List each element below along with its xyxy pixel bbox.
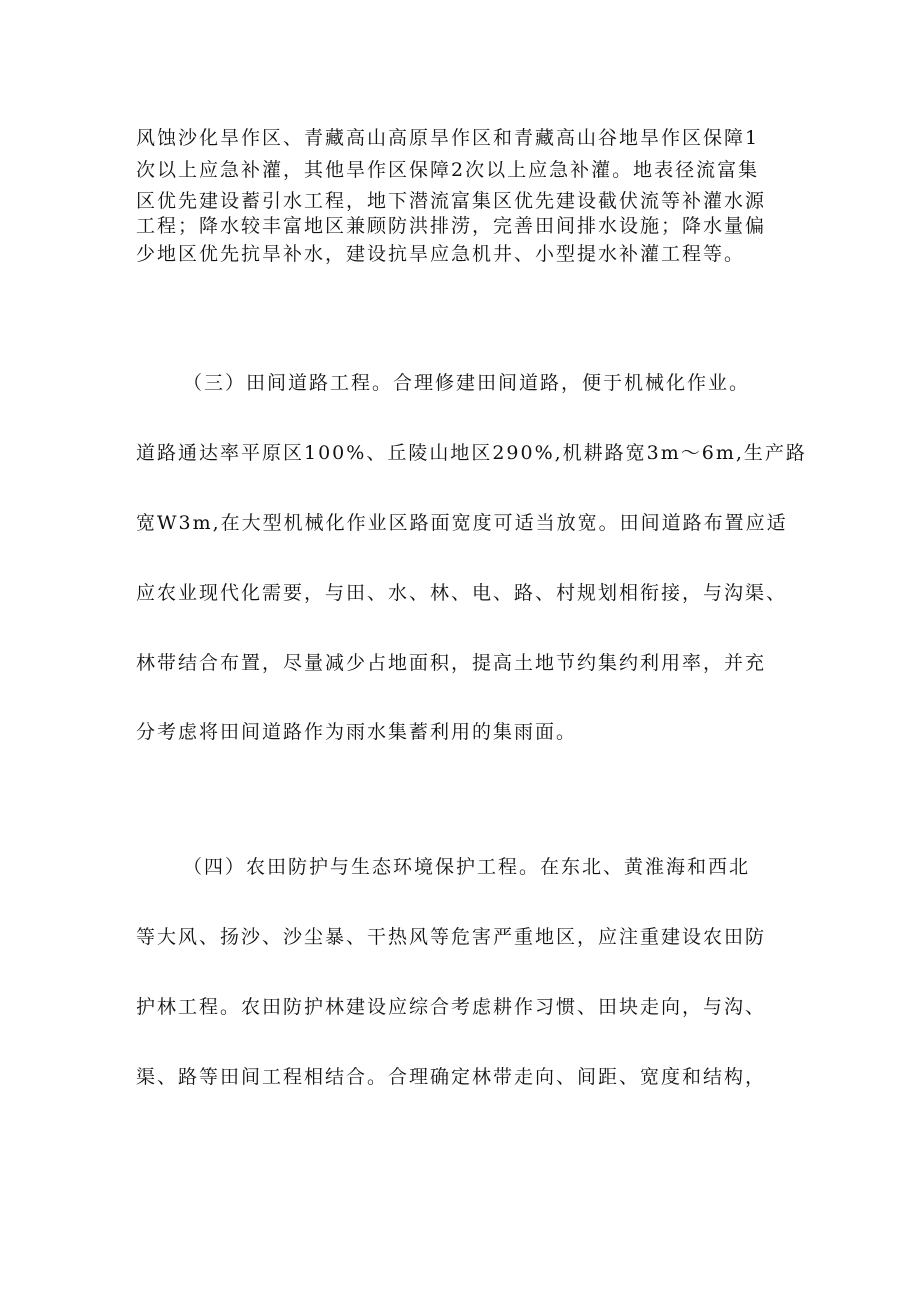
text-line: 次以上应急补灌，其他旱作区保障2次以上应急补灌。地表径流富集 bbox=[136, 159, 760, 181]
text-line: 区优先建设蓄引水工程，地下潜流富集区优先建设截伏流等补灌水源 bbox=[136, 190, 767, 212]
text-line: 等大风、扬沙、沙尘暴、干热风等危害严重地区，应注重建设农田防 bbox=[136, 926, 767, 948]
text-line: 风蚀沙化旱作区、青藏高山高原旱作区和青藏高山谷地旱作区保障1 bbox=[136, 127, 760, 149]
text-line: 林带结合布置，尽量减少占地面积，提高土地节约集约利用率，并充 bbox=[136, 652, 767, 674]
text-line: 少地区优先抗旱补水，建设抗旱应急机井、小型提水补灌工程等。 bbox=[136, 243, 746, 265]
text-line: 宽W3m,在大型机械化作业区路面宽度可适当放宽。田间道路布置应适 bbox=[136, 512, 788, 534]
text-line: 护林工程。农田防护林建设应综合考虑耕作习惯、田块走向，与沟、 bbox=[136, 996, 767, 1018]
text-line: 分考虑将田间道路作为雨水集蓄利用的集雨面。 bbox=[136, 721, 578, 743]
section-heading-line: （四）农田防护与生态环境保护工程。在东北、黄淮海和西北 bbox=[183, 856, 751, 878]
section-heading-line: （三）田间道路工程。合理修建田间道路，便于机械化作业。 bbox=[183, 372, 751, 394]
text-line: 道路通达率平原区100%、丘陵山地区290%,机耕路宽3m～6m,生产路 bbox=[136, 442, 807, 464]
text-line: 应农业现代化需要，与田、水、林、电、路、村规划相衔接，与沟渠、 bbox=[136, 582, 788, 604]
text-line: 工程；降水较丰富地区兼顾防洪排涝，完善田间排水设施；降水量偏 bbox=[136, 215, 767, 237]
text-line: 渠、路等田间工程相结合。合理确定林带走向、间距、宽度和结构， bbox=[136, 1066, 767, 1088]
